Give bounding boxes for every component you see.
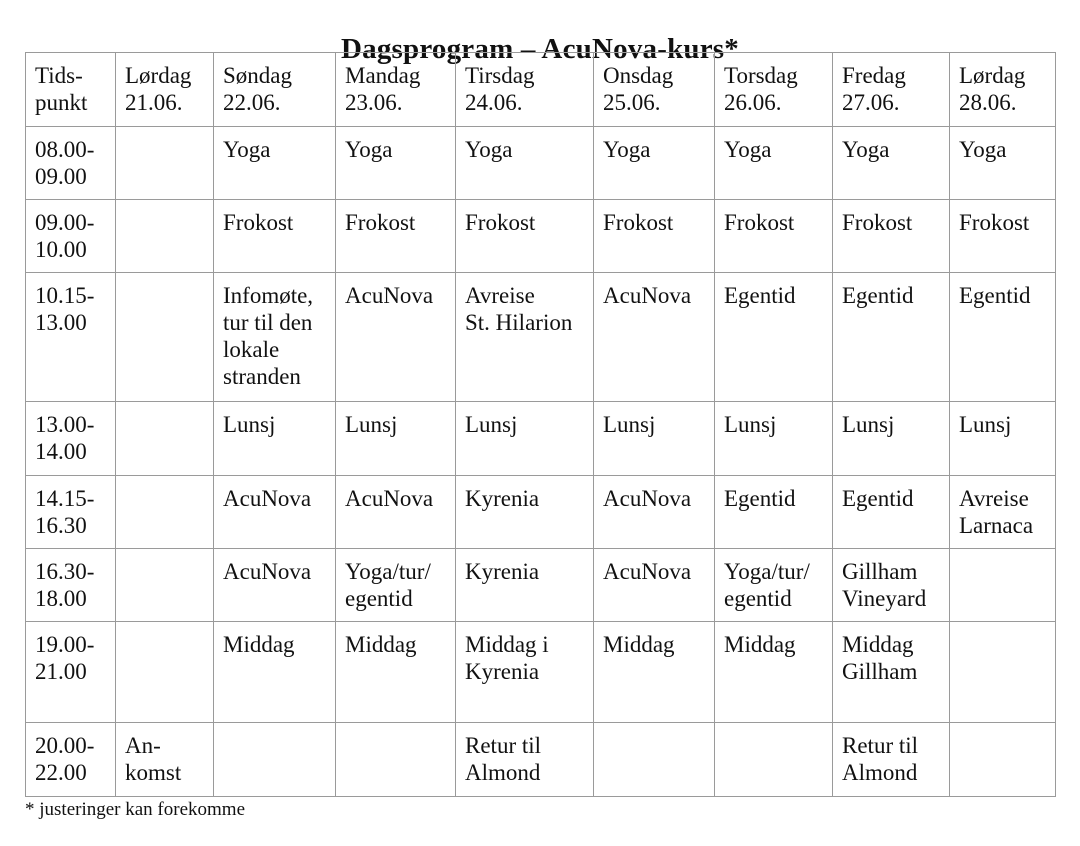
- header-cell-day: [116, 53, 214, 127]
- activity-cell: [456, 127, 594, 200]
- cell-text-line: komst: [125, 760, 182, 785]
- cell-text-line: Middag: [842, 632, 914, 657]
- footnote: * justeringer kan forekomme: [25, 799, 246, 820]
- cell-text-line: Lunsj: [465, 412, 518, 437]
- cell-text-line: 28.06.: [959, 90, 1017, 115]
- cell-text-line: Mandag: [345, 63, 421, 88]
- activity-cell: [594, 723, 715, 797]
- activity-cell: [456, 549, 594, 622]
- time-cell: [26, 273, 116, 402]
- cell-text-line: 22.06.: [223, 90, 281, 115]
- activity-cell: [833, 273, 950, 402]
- cell-text-line: An-: [125, 733, 161, 758]
- header-cell-day: [594, 53, 715, 127]
- activity-cell: [116, 723, 214, 797]
- cell-text-line: St. Hilarion: [465, 310, 573, 335]
- cell-text-line: Yoga: [465, 137, 513, 162]
- activity-cell: [594, 476, 715, 549]
- cell-text-line: Onsdag: [603, 63, 674, 88]
- activity-cell: [116, 402, 214, 476]
- cell-text-line: Torsdag: [724, 63, 798, 88]
- activity-cell: [214, 723, 336, 797]
- activity-cell: [456, 402, 594, 476]
- activity-cell: [950, 402, 1056, 476]
- table-row: [26, 476, 1056, 549]
- activity-cell: [950, 549, 1056, 622]
- activity-cell: [336, 622, 456, 723]
- activity-cell: [336, 402, 456, 476]
- activity-cell: [715, 200, 833, 273]
- cell-text-line: tur til den: [223, 310, 313, 335]
- activity-cell: [336, 723, 456, 797]
- cell-text-line: Yoga: [345, 137, 393, 162]
- cell-text-line: 23.06.: [345, 90, 403, 115]
- activity-cell: [214, 622, 336, 723]
- cell-text-line: Lunsj: [959, 412, 1012, 437]
- cell-text-line: Frokost: [603, 210, 674, 235]
- cell-text-line: Søndag: [223, 63, 292, 88]
- cell-text-line: AcuNova: [603, 283, 692, 308]
- cell-text-line: stranden: [223, 364, 301, 389]
- cell-text-line: Yoga: [223, 137, 271, 162]
- cell-text-line: egentid: [345, 586, 413, 611]
- page-title: Dagsprogram – AcuNova-kurs*: [341, 33, 739, 66]
- activity-cell: [116, 273, 214, 402]
- cell-text-line: 08.00-: [35, 137, 95, 162]
- activity-cell: [833, 127, 950, 200]
- activity-cell: [214, 549, 336, 622]
- cell-text-line: AcuNova: [223, 486, 312, 511]
- cell-text-line: AcuNova: [603, 486, 692, 511]
- activity-cell: [950, 273, 1056, 402]
- table-row: [26, 127, 1056, 200]
- cell-text-line: 26.06.: [724, 90, 782, 115]
- activity-cell: [833, 200, 950, 273]
- cell-text-line: 18.00: [35, 586, 87, 611]
- activity-cell: [116, 476, 214, 549]
- activity-cell: [715, 402, 833, 476]
- activity-cell: [214, 402, 336, 476]
- cell-text-line: Middag: [345, 632, 417, 657]
- cell-text-line: 27.06.: [842, 90, 900, 115]
- header-cell-day: [456, 53, 594, 127]
- cell-text-line: Lunsj: [345, 412, 398, 437]
- cell-text-line: 19.00-: [35, 632, 95, 657]
- cell-text-line: 13.00-: [35, 412, 95, 437]
- cell-text-line: Lunsj: [724, 412, 777, 437]
- time-cell: [26, 549, 116, 622]
- cell-text-line: 25.06.: [603, 90, 661, 115]
- cell-text-line: lokale: [223, 337, 280, 362]
- cell-text-line: Gillham: [842, 659, 918, 684]
- activity-cell: [950, 622, 1056, 723]
- cell-text-line: AcuNova: [603, 559, 692, 584]
- cell-text-line: 10.00: [35, 237, 87, 262]
- cell-text-line: 21.00: [35, 659, 87, 684]
- activity-cell: [950, 200, 1056, 273]
- activity-cell: [715, 549, 833, 622]
- activity-cell: [594, 200, 715, 273]
- header-cell-day: [336, 53, 456, 127]
- cell-text-line: Frokost: [842, 210, 913, 235]
- activity-cell: [833, 622, 950, 723]
- activity-cell: [336, 273, 456, 402]
- cell-text-line: Middag: [724, 632, 796, 657]
- header-cell-day: [833, 53, 950, 127]
- schedule-table: [25, 52, 1056, 797]
- cell-text-line: Lunsj: [603, 412, 656, 437]
- cell-text-line: Infomøte,: [223, 283, 314, 308]
- activity-cell: [594, 402, 715, 476]
- cell-text-line: Retur til: [465, 733, 542, 758]
- cell-text-line: Lørdag: [125, 63, 192, 88]
- cell-text-line: Yoga/tur/: [345, 559, 431, 584]
- cell-text-line: Tirsdag: [465, 63, 535, 88]
- activity-cell: [214, 476, 336, 549]
- cell-text-line: Gillham: [842, 559, 918, 584]
- table-row: [26, 200, 1056, 273]
- cell-text-line: Egentid: [842, 486, 914, 511]
- cell-text-line: 09.00-: [35, 210, 95, 235]
- cell-text-line: Vineyard: [842, 586, 927, 611]
- activity-cell: [715, 476, 833, 549]
- activity-cell: [336, 200, 456, 273]
- cell-text-line: Avreise: [959, 486, 1029, 511]
- cell-text-line: Retur til: [842, 733, 919, 758]
- cell-text-line: 16.30: [35, 513, 87, 538]
- activity-cell: [715, 127, 833, 200]
- activity-cell: [456, 200, 594, 273]
- activity-cell: [715, 273, 833, 402]
- cell-text-line: Egentid: [724, 486, 796, 511]
- cell-text-line: 14.00: [35, 439, 87, 464]
- cell-text-line: Kyrenia: [465, 659, 540, 684]
- activity-cell: [214, 273, 336, 402]
- cell-text-line: Yoga: [603, 137, 651, 162]
- activity-cell: [594, 622, 715, 723]
- activity-cell: [594, 273, 715, 402]
- table-row: [26, 273, 1056, 402]
- cell-text-line: Tids-: [35, 63, 83, 88]
- cell-text-line: 10.15-: [35, 283, 95, 308]
- cell-text-line: Lunsj: [842, 412, 895, 437]
- header-cell-time: [26, 53, 116, 127]
- activity-cell: [116, 622, 214, 723]
- header-cell-day: [715, 53, 833, 127]
- cell-text-line: Kyrenia: [465, 486, 540, 511]
- cell-text-line: egentid: [724, 586, 792, 611]
- time-cell: [26, 200, 116, 273]
- activity-cell: [116, 549, 214, 622]
- cell-text-line: AcuNova: [345, 283, 434, 308]
- activity-cell: [833, 723, 950, 797]
- cell-text-line: Frokost: [959, 210, 1030, 235]
- cell-text-line: Frokost: [724, 210, 795, 235]
- cell-text-line: Frokost: [345, 210, 416, 235]
- activity-cell: [456, 476, 594, 549]
- activity-cell: [950, 723, 1056, 797]
- cell-text-line: Egentid: [724, 283, 796, 308]
- cell-text-line: 14.15-: [35, 486, 95, 511]
- cell-text-line: 09.00: [35, 164, 87, 189]
- cell-text-line: Middag i: [465, 632, 549, 657]
- cell-text-line: Middag: [603, 632, 675, 657]
- cell-text-line: 13.00: [35, 310, 87, 335]
- cell-text-line: Lørdag: [959, 63, 1026, 88]
- cell-text-line: 20.00-: [35, 733, 95, 758]
- activity-cell: [950, 476, 1056, 549]
- cell-text-line: Egentid: [959, 283, 1031, 308]
- header-cell-day: [950, 53, 1056, 127]
- table-row: [26, 622, 1056, 723]
- cell-text-line: AcuNova: [223, 559, 312, 584]
- activity-cell: [594, 549, 715, 622]
- activity-cell: [715, 723, 833, 797]
- cell-text-line: Frokost: [465, 210, 536, 235]
- time-cell: [26, 402, 116, 476]
- table-row: [26, 549, 1056, 622]
- cell-text-line: 16.30-: [35, 559, 95, 584]
- cell-text-line: Yoga: [959, 137, 1007, 162]
- cell-text-line: Yoga: [842, 137, 890, 162]
- activity-cell: [214, 200, 336, 273]
- cell-text-line: Almond: [465, 760, 541, 785]
- activity-cell: [336, 476, 456, 549]
- time-cell: [26, 476, 116, 549]
- cell-text-line: Egentid: [842, 283, 914, 308]
- cell-text-line: punkt: [35, 90, 88, 115]
- activity-cell: [336, 127, 456, 200]
- cell-text-line: Almond: [842, 760, 918, 785]
- cell-text-line: AcuNova: [345, 486, 434, 511]
- activity-cell: [116, 200, 214, 273]
- activity-cell: [456, 622, 594, 723]
- cell-text-line: Avreise: [465, 283, 535, 308]
- cell-text-line: 24.06.: [465, 90, 523, 115]
- activity-cell: [833, 549, 950, 622]
- table-row: [26, 723, 1056, 797]
- header-cell-day: [214, 53, 336, 127]
- cell-text-line: Middag: [223, 632, 295, 657]
- time-cell: [26, 723, 116, 797]
- header-row: [26, 53, 1056, 127]
- activity-cell: [950, 127, 1056, 200]
- activity-cell: [456, 273, 594, 402]
- cell-text-line: 21.06.: [125, 90, 183, 115]
- activity-cell: [214, 127, 336, 200]
- table-row: [26, 402, 1056, 476]
- cell-text-line: 22.00: [35, 760, 87, 785]
- cell-text-line: Larnaca: [959, 513, 1034, 538]
- activity-cell: [833, 476, 950, 549]
- cell-text-line: Frokost: [223, 210, 294, 235]
- cell-text-line: Fredag: [842, 63, 906, 88]
- time-cell: [26, 127, 116, 200]
- cell-text-line: Yoga/tur/: [724, 559, 810, 584]
- activity-cell: [833, 402, 950, 476]
- activity-cell: [715, 622, 833, 723]
- activity-cell: [456, 723, 594, 797]
- activity-cell: [116, 127, 214, 200]
- cell-text-line: Yoga: [724, 137, 772, 162]
- time-cell: [26, 622, 116, 723]
- activity-cell: [594, 127, 715, 200]
- activity-cell: [336, 549, 456, 622]
- cell-text-line: Kyrenia: [465, 559, 540, 584]
- cell-text-line: Lunsj: [223, 412, 276, 437]
